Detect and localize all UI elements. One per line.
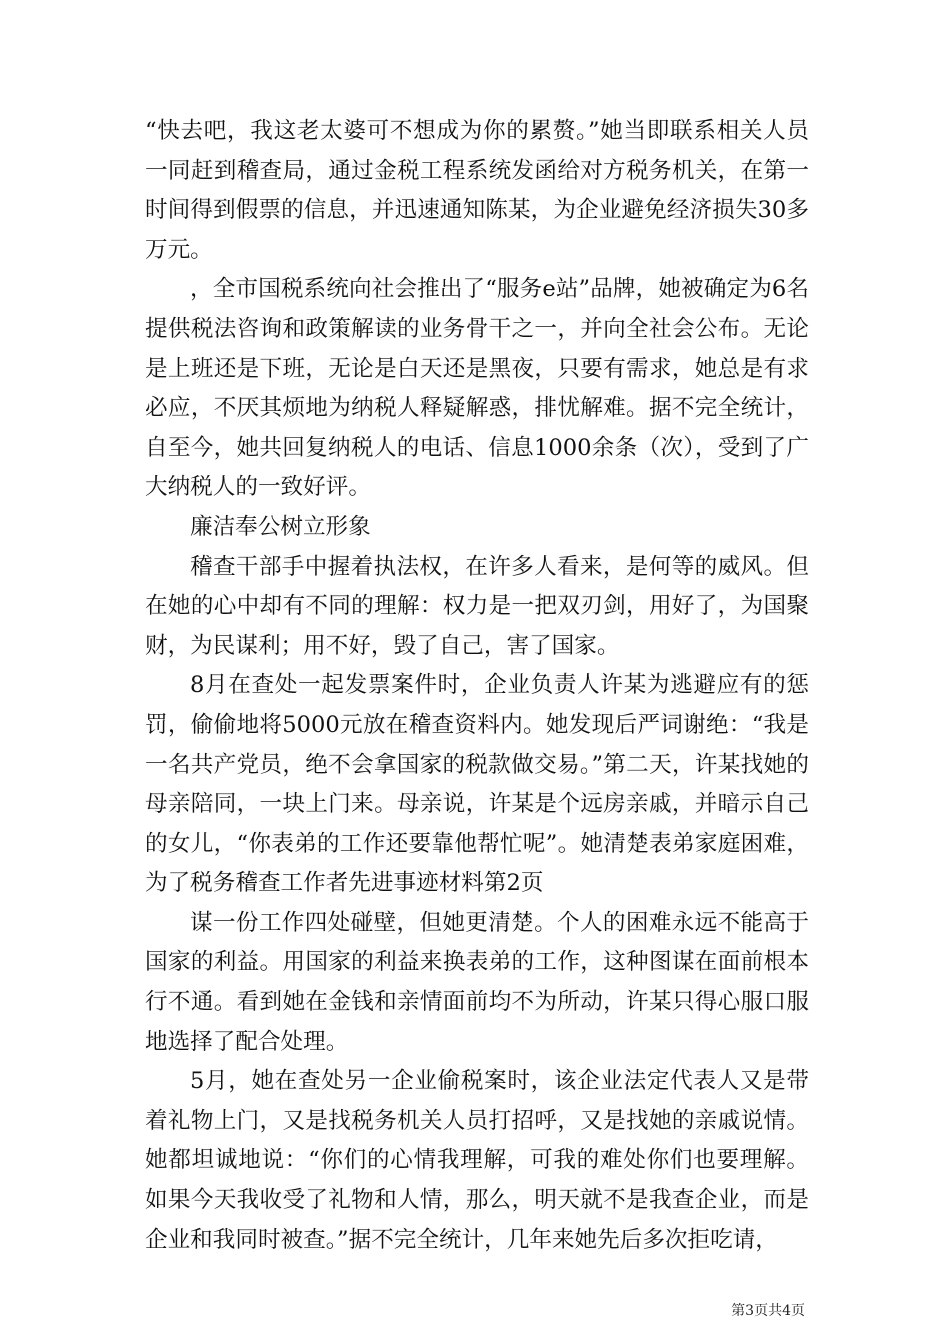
section-heading: 廉洁奉公树立形象 (190, 513, 371, 540)
paragraph-1: “快去吧，我这老太婆可不想成为你的累赘。”她当即联系相关人员一同赶到稽查局，通过金税工程系统发函给对方税务机关，在第一时间得到假票的信息，并迅速通知陈某，为企业避免经济损失30多万元。 (145, 118, 809, 263)
document-body (145, 112, 809, 1260)
paragraph-5: 谋一份工作四处碰壁，但她更清楚。个人的困难永远不能高于国家的利益。用国家的利益来换表弟的工作，这种图谋在面前根本行不通。看到她在金钱和亲情面前均不为所动，许某只得心服口服地选择了配合处理。 (145, 909, 809, 1055)
paragraph-4: 8月在查处一起发票案件时，企业负责人许某为逃避应有的惩罚，偷偷地将5000元放在稽查资料内。她发现后严词谢绝：“我是一名共产党员，绝不会拿国家的税款做交易。”第二天，许某找她的母亲陪同，一块上门来。母亲说，许某是个远房亲戚，并暗示自己的女儿，“你表弟的工作还要靠他帮忙呢”。她清楚表弟家庭困难，为了税务稽查工作者先进事迹材料第2页 (145, 672, 809, 897)
paragraph-3: 稽查干部手中握着执法权，在许多人看来，是何等的威风。但在她的心中却有不同的理解：权力是一把双刃剑，用好了，为国聚财，为民谋利；用不好，毁了自己，害了国家。 (145, 553, 809, 659)
paragraph-2: ，全市国税系统向社会推出了“服务e站”品牌，她被确定为6名提供税法咨询和政策解读的业务骨干之一，并向全社会公布。无论是上班还是下班，无论是白天还是黑夜，只要有需求，她总是有求必应，不厌其烦地为纳税人释疑解惑，排忧解难。据不完全统计，自至今，她共回复纳税人的电话、信息1000余条（次），受到了广大纳税人的一致好评。 (145, 276, 809, 501)
paragraph-6: 5月，她在查处另一企业偷税案时，该企业法定代表人又是带着礼物上门，又是找税务机关人员打招呼，又是找她的亲戚说情。她都坦诚地说：“你们的心情我理解，可我的难处你们也要理解。如果今天我收受了礼物和人情，那么，明天就不是我查企业，而是企业和我同时被查。”据不完全统计，几年来她先后多次拒吃请， (145, 1068, 809, 1253)
page-number-footer: 第3页共4页 (731, 1303, 805, 1319)
